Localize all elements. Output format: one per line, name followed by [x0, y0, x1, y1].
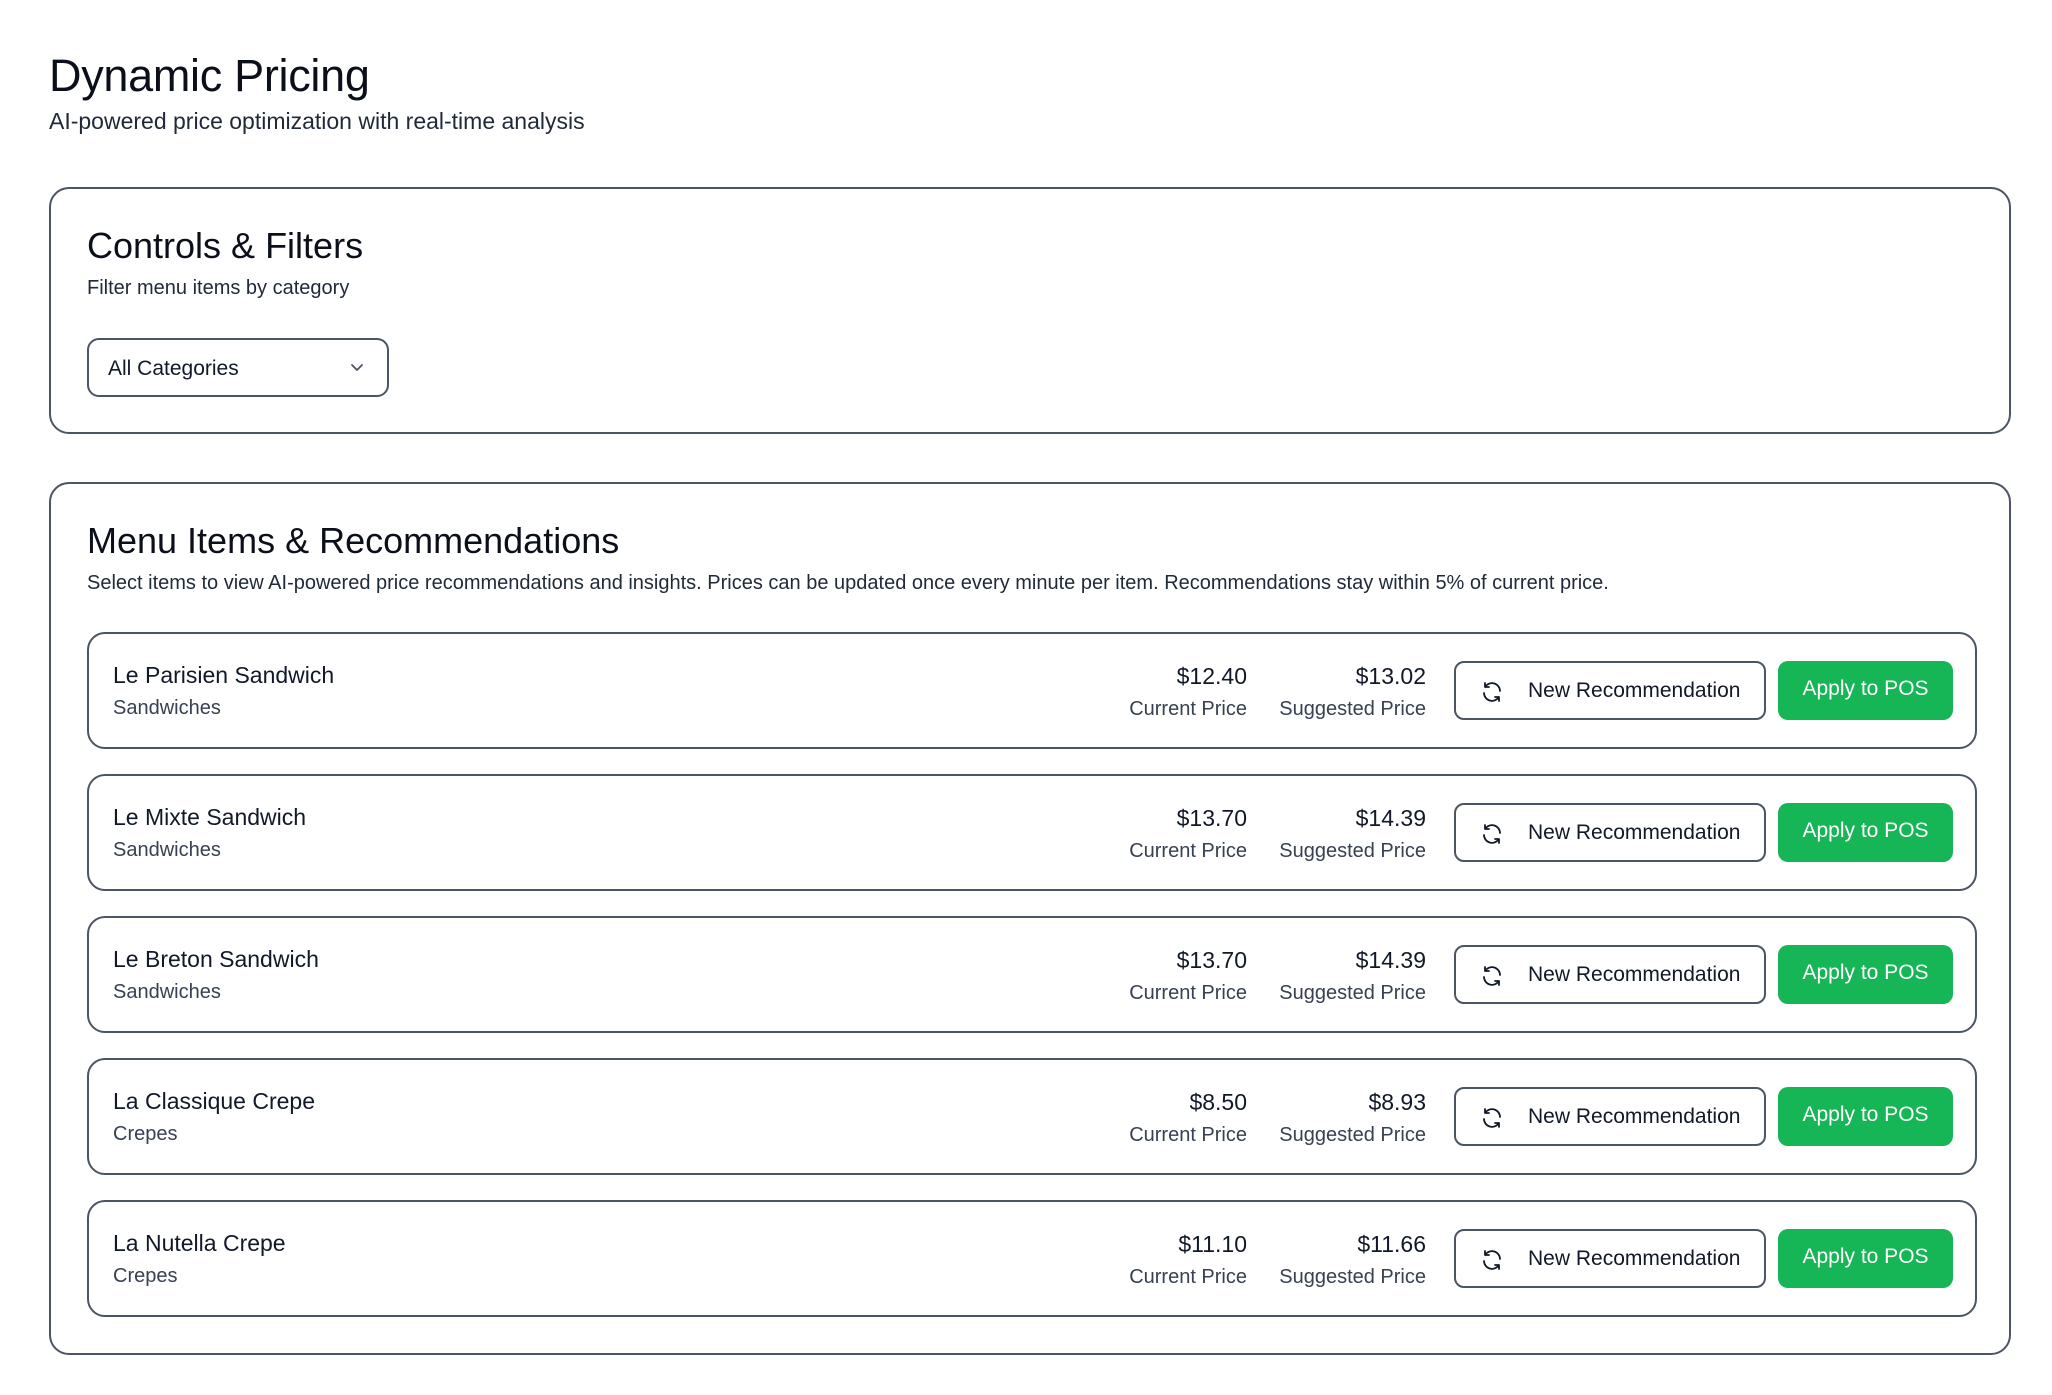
menu-item-row[interactable]: [87, 916, 1977, 1033]
apply-to-pos-label: Apply to POS: [1802, 1245, 1929, 1268]
current-price: [1129, 804, 1247, 864]
refresh-icon: [1480, 964, 1504, 988]
page-subtitle: AI-powered price optimization with real-time analysis: [49, 108, 585, 134]
current-price-value: $13.70: [1176, 805, 1247, 831]
current-price: [1129, 946, 1247, 1006]
apply-to-pos-button[interactable]: [1778, 1229, 1953, 1288]
suggested-price-value: $13.02: [1355, 663, 1426, 689]
page-title: Dynamic Pricing: [49, 50, 370, 101]
suggested-price: [1279, 1088, 1426, 1148]
new-recommendation-label: New Recommendation: [1528, 679, 1741, 702]
item-name: Le Breton Sandwich: [113, 946, 319, 972]
current-price: [1129, 1230, 1247, 1290]
item-category: Sandwiches: [113, 839, 221, 861]
new-recommendation-label: New Recommendation: [1528, 1247, 1741, 1270]
item-category: Sandwiches: [113, 697, 221, 719]
menu-item-row[interactable]: [87, 774, 1977, 891]
new-recommendation-label: New Recommendation: [1528, 963, 1741, 986]
suggested-price-label: Suggested Price: [1279, 840, 1426, 862]
item-category: Crepes: [113, 1123, 178, 1145]
apply-to-pos-label: Apply to POS: [1802, 961, 1929, 984]
refresh-icon: [1480, 680, 1504, 704]
apply-to-pos-button[interactable]: [1778, 661, 1953, 720]
apply-to-pos-label: Apply to POS: [1802, 677, 1929, 700]
menu-items-description: Select items to view AI-powered price recommendations and insights. Prices can be updated once every minute per item. Recommendations stay within 5% of current price.: [87, 572, 1609, 594]
suggested-price-value: $8.93: [1368, 1089, 1426, 1115]
current-price-value: $12.40: [1176, 663, 1247, 689]
category-select-value: All Categories: [108, 357, 239, 380]
suggested-price-value: $14.39: [1355, 947, 1426, 973]
apply-to-pos-button[interactable]: [1778, 1087, 1953, 1146]
new-recommendation-label: New Recommendation: [1528, 821, 1741, 844]
menu-item-row[interactable]: [87, 1200, 1977, 1317]
current-price-value: $13.70: [1176, 947, 1247, 973]
apply-to-pos-button[interactable]: [1778, 803, 1953, 862]
refresh-icon: [1480, 1106, 1504, 1130]
refresh-icon: [1480, 1248, 1504, 1272]
refresh-icon: [1480, 822, 1504, 846]
category-select[interactable]: [87, 338, 389, 397]
suggested-price: [1279, 662, 1426, 722]
current-price-label: Current Price: [1129, 1124, 1247, 1146]
suggested-price-value: $11.66: [1357, 1231, 1426, 1257]
item-name: La Classique Crepe: [113, 1088, 316, 1114]
suggested-price-value: $14.39: [1355, 805, 1426, 831]
current-price-label: Current Price: [1129, 1266, 1247, 1288]
suggested-price: [1279, 804, 1426, 864]
menu-items-card: [49, 482, 2011, 1355]
controls-filters-title: Controls & Filters: [87, 225, 364, 266]
current-price-value: $11.10: [1178, 1231, 1247, 1257]
menu-item-row[interactable]: [87, 1058, 1977, 1175]
apply-to-pos-label: Apply to POS: [1802, 1103, 1929, 1126]
item-name: Le Parisien Sandwich: [113, 662, 335, 688]
item-category: Crepes: [113, 1265, 178, 1287]
new-recommendation-label: New Recommendation: [1528, 1105, 1741, 1128]
suggested-price: [1279, 946, 1426, 1006]
item-category: Sandwiches: [113, 981, 221, 1003]
current-price-value: $8.50: [1189, 1089, 1247, 1115]
menu-item-row[interactable]: [87, 632, 1977, 749]
chevron-down-icon: [347, 357, 367, 377]
new-recommendation-button[interactable]: [1454, 661, 1766, 720]
new-recommendation-button[interactable]: [1454, 1087, 1766, 1146]
item-name: Le Mixte Sandwich: [113, 804, 307, 830]
current-price: [1129, 1088, 1247, 1148]
item-name: La Nutella Crepe: [113, 1230, 286, 1256]
new-recommendation-button[interactable]: [1454, 1229, 1766, 1288]
suggested-price-label: Suggested Price: [1279, 982, 1426, 1004]
apply-to-pos-label: Apply to POS: [1802, 819, 1929, 842]
new-recommendation-button[interactable]: [1454, 945, 1766, 1004]
controls-filters-card: [49, 187, 2011, 434]
current-price-label: Current Price: [1129, 840, 1247, 862]
suggested-price-label: Suggested Price: [1279, 1124, 1426, 1146]
apply-to-pos-button[interactable]: [1778, 945, 1953, 1004]
menu-items-title: Menu Items & Recommendations: [87, 520, 620, 561]
suggested-price-label: Suggested Price: [1279, 698, 1426, 720]
suggested-price: [1279, 1230, 1426, 1290]
current-price-label: Current Price: [1129, 982, 1247, 1004]
suggested-price-label: Suggested Price: [1279, 1266, 1426, 1288]
current-price: [1129, 662, 1247, 722]
new-recommendation-button[interactable]: [1454, 803, 1766, 862]
current-price-label: Current Price: [1129, 698, 1247, 720]
controls-filters-description: Filter menu items by category: [87, 277, 350, 299]
